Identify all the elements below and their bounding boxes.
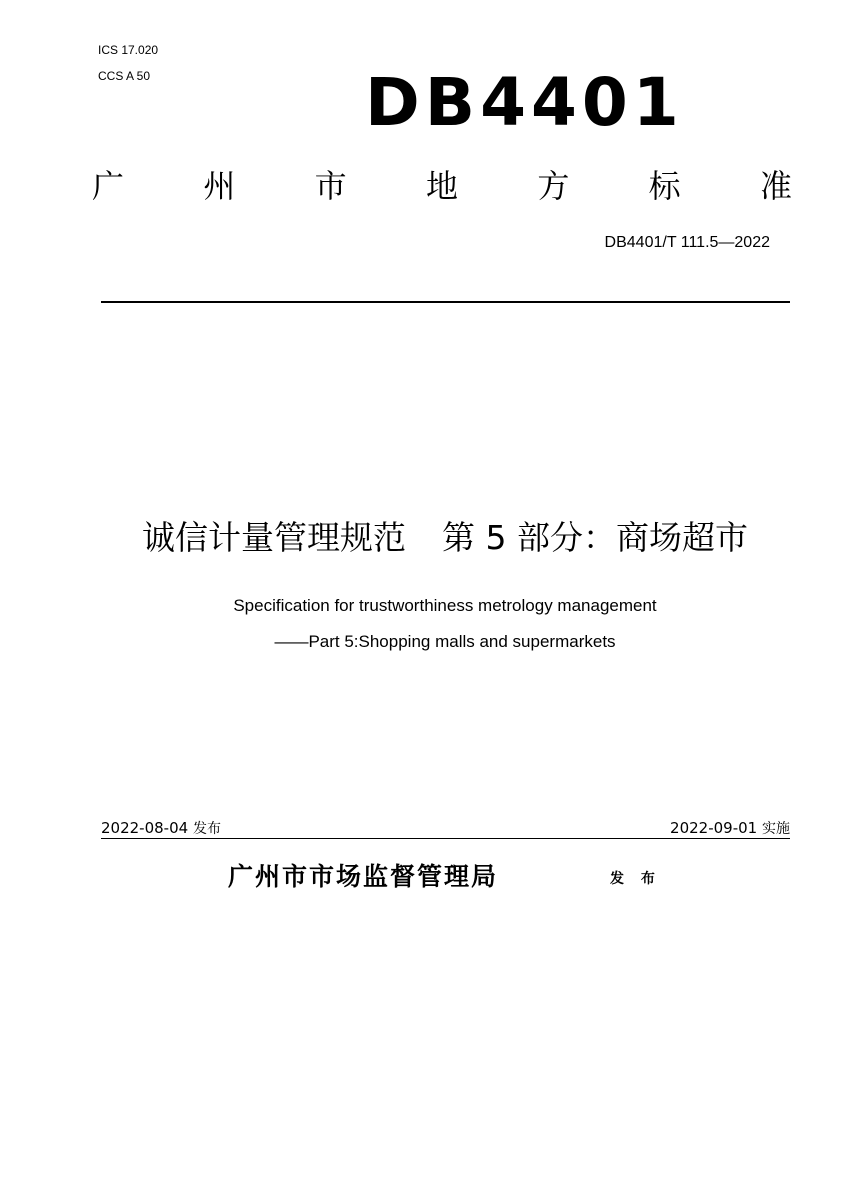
standard-type-char: 标 [648,167,681,205]
header-divider [101,301,790,303]
ccs-code: CCS A 50 [98,69,151,83]
ics-code: ICS 17.020 [98,43,159,57]
standard-type-char: 地 [425,167,458,205]
issue-date [101,818,221,839]
title-english-line2: ——Part 5:Shopping malls and supermarkets [274,632,616,651]
title-main: 诚信计量管理规范 [142,518,406,557]
issue-date-value: 2022-08-04 [101,819,189,837]
standard-type-char: 市 [314,167,347,205]
standard-type-char: 方 [537,167,570,205]
issuing-authority: 广州市市场监督管理局 [228,862,499,891]
standard-type [92,166,792,206]
standard-code: DB4401 [365,64,684,141]
title-chinese [0,516,850,560]
standard-type-char: 准 [759,167,792,205]
footer-divider [101,838,790,839]
implementation-date-value: 2022-09-01 [670,819,758,837]
standard-number: DB4401/T 111.5—2022 [604,234,770,251]
issue-date-label: 发布 [192,821,221,837]
implementation-date [670,818,790,839]
issuing-label: 发 布 [610,871,661,887]
title-part: 第 5 部分：商场超市 [442,518,748,557]
title-english-line1: Specification for trustworthiness metrology management [233,596,657,615]
standard-type-char: 州 [203,167,236,205]
implementation-date-label: 实施 [762,821,790,837]
standard-type-char: 广 [92,167,125,205]
